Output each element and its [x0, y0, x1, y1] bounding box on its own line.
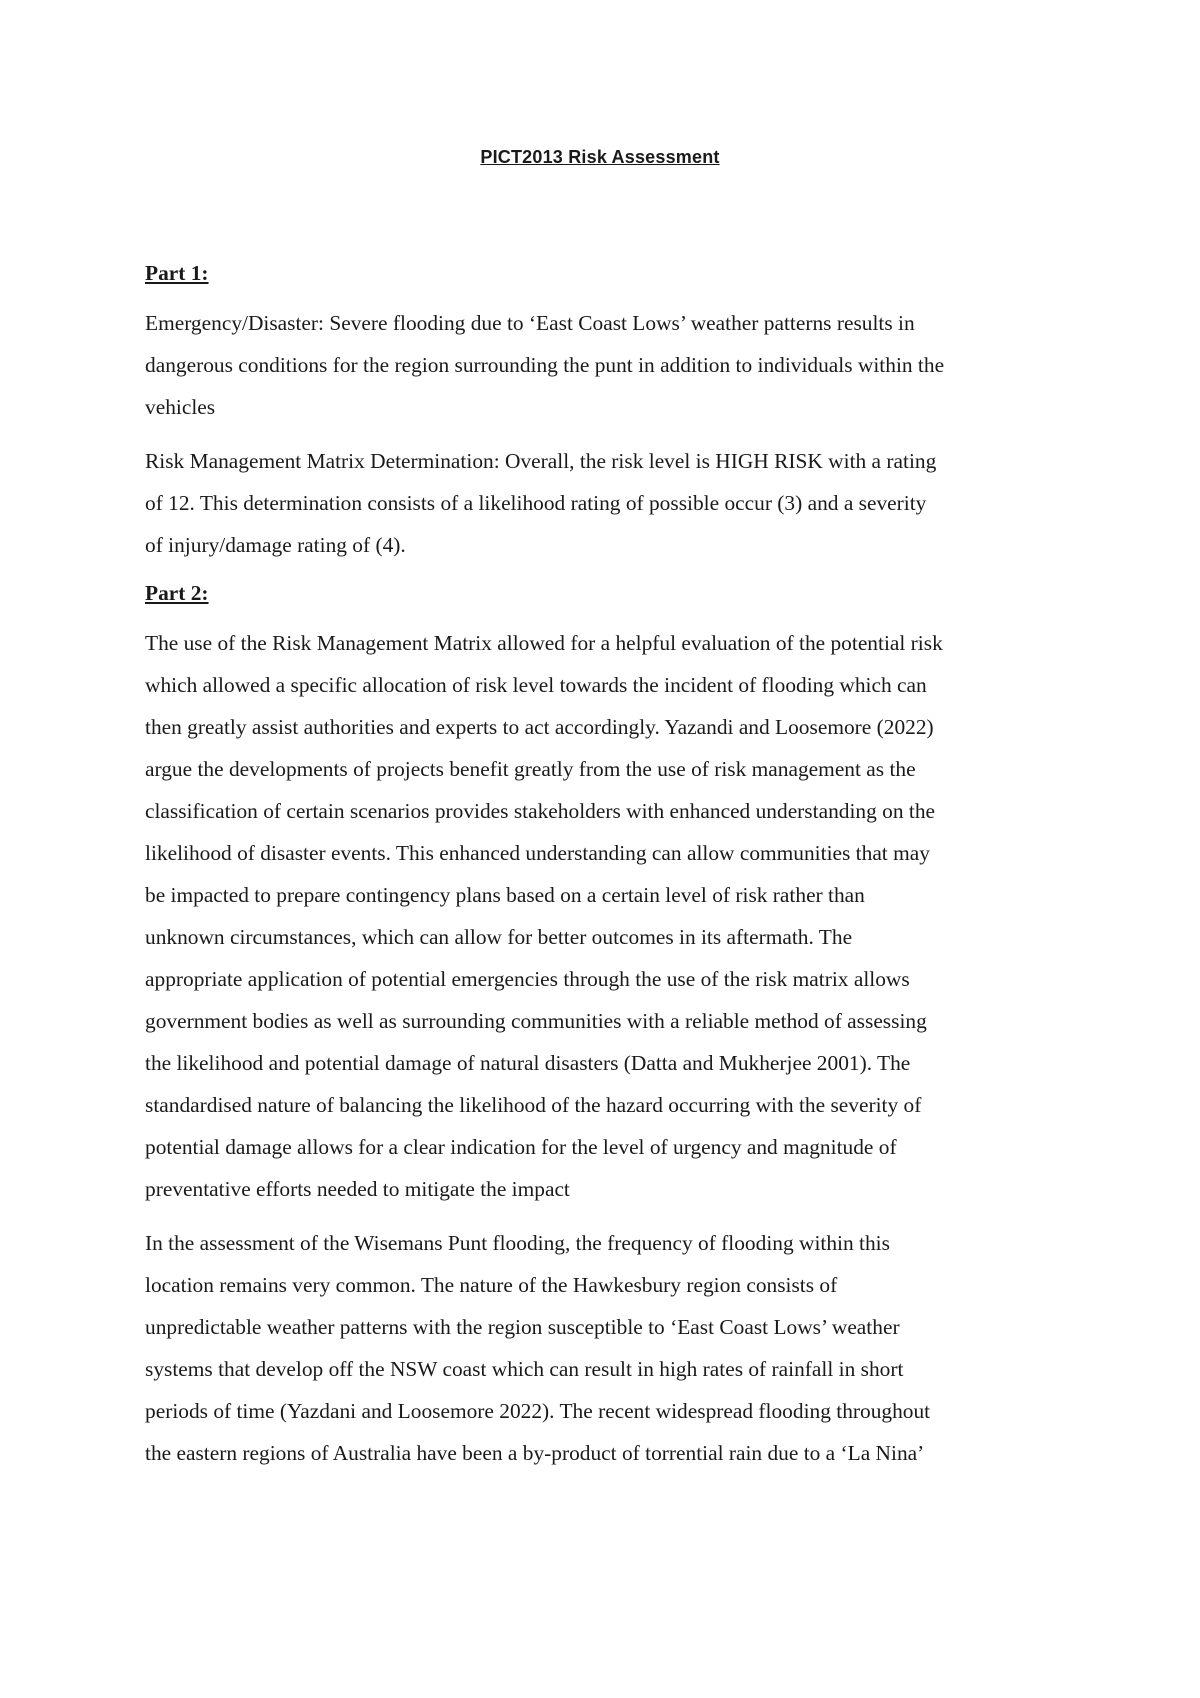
document-title: PICT2013 Risk Assessment — [480, 147, 720, 167]
paragraph-line: appropriate application of potential emergencies through the use of the risk matrix allows — [145, 967, 910, 991]
part-2-section — [145, 578, 1060, 1474]
risk-matrix-determination-paragraph — [145, 440, 1060, 566]
paragraph-line: vehicles — [145, 395, 216, 419]
paragraph-line: argue the developments of projects benefit greatly from the use of risk management as the — [145, 757, 916, 781]
paragraph-line: of injury/damage rating of (4). — [145, 533, 406, 557]
paragraph-line: then greatly assist authorities and experts to act accordingly. Yazandi and Loosemore (2022) — [145, 715, 934, 739]
paragraph-line: classification of certain scenarios provides stakeholders with enhanced understanding on the — [145, 799, 936, 823]
risk-matrix-evaluation-paragraph — [145, 622, 1060, 1210]
paragraph-line: systems that develop off the NSW coast which can result in high rates of rainfall in short — [145, 1357, 904, 1381]
paragraph-line: government bodies as well as surrounding communities with a reliable method of assessing — [145, 1009, 927, 1033]
part-1-section — [145, 258, 1060, 566]
paragraph-line: periods of time (Yazdani and Loosemore 2022). The recent widespread flooding throughout — [145, 1399, 931, 1423]
paragraph-line: standardised nature of balancing the likelihood of the hazard occurring with the severity of — [145, 1093, 922, 1117]
paragraph-line: of 12. This determination consists of a likelihood rating of possible occur (3) and a severity — [145, 491, 927, 515]
paragraph-line: the likelihood and potential damage of natural disasters (Datta and Mukherjee 2001). The — [145, 1051, 911, 1075]
paragraph-line: Risk Management Matrix Determination: Overall, the risk level is HIGH RISK with a rating — [145, 449, 937, 473]
paragraph-line: be impacted to prepare contingency plans based on a certain level of risk rather than — [145, 883, 865, 907]
paragraph-line: potential damage allows for a clear indication for the level of urgency and magnitude of — [145, 1135, 897, 1159]
paragraph-line: unknown circumstances, which can allow for better outcomes in its aftermath. The — [145, 925, 853, 949]
part-1-heading: Part 1: — [145, 261, 209, 285]
paragraph-line: The use of the Risk Management Matrix allowed for a helpful evaluation of the potential risk — [145, 631, 943, 655]
paragraph-line: Emergency/Disaster: Severe flooding due to ‘East Coast Lows’ weather patterns results in — [145, 311, 915, 335]
paragraph-line: likelihood of disaster events. This enhanced understanding can allow communities that may — [145, 841, 930, 865]
wisemans-punt-assessment-paragraph — [145, 1222, 1060, 1474]
paragraph-line: which allowed a specific allocation of risk level towards the incident of flooding which can — [145, 673, 927, 697]
paragraph-line: location remains very common. The nature of the Hawkesbury region consists of — [145, 1273, 838, 1297]
paragraph-line: In the assessment of the Wisemans Punt flooding, the frequency of flooding within this — [145, 1231, 890, 1255]
paragraph-line: the eastern regions of Australia have been a by-product of torrential rain due to a ‘La Nina’ — [145, 1441, 925, 1465]
part-2-heading: Part 2: — [145, 581, 209, 605]
paragraph-line: dangerous conditions for the region surrounding the punt in addition to individuals within the — [145, 353, 945, 377]
paragraph-line: preventative efforts needed to mitigate the impact — [145, 1177, 570, 1201]
paragraph-line: unpredictable weather patterns with the region susceptible to ‘East Coast Lows’ weather — [145, 1315, 900, 1339]
document-body — [145, 258, 1060, 1486]
emergency-disaster-paragraph — [145, 302, 1060, 428]
